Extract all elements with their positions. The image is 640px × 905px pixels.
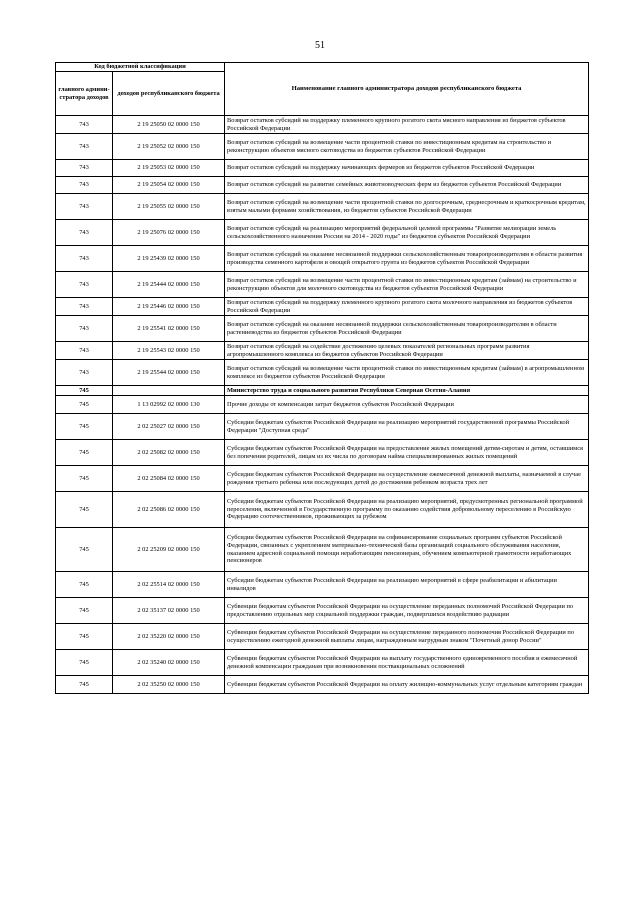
- table-row: [56, 116, 589, 134]
- cell-revenue-code: 2 19 25446 02 0000 150: [113, 298, 225, 316]
- table-row: [56, 528, 589, 572]
- table-row: [56, 414, 589, 440]
- cell-revenue-code: 2 02 35137 02 0000 150: [113, 598, 225, 624]
- cell-revenue-code: 2 19 25543 02 0000 150: [113, 342, 225, 360]
- header-group-classification-code: Код бюджетной классификации: [56, 63, 225, 72]
- cell-admin-code: 743: [56, 272, 113, 298]
- cell-revenue-name: Возврат остатков субсидий на поддержку племенного крупного рогатого скота молочного направления из бюджетов субъектов Российской Федерации: [225, 298, 589, 316]
- table-row: [56, 572, 589, 598]
- budget-classification-table: [55, 62, 589, 694]
- table-row: [56, 650, 589, 676]
- table-row: [56, 220, 589, 246]
- cell-admin-code: 743: [56, 177, 113, 194]
- cell-admin-code: 745: [56, 466, 113, 492]
- cell-revenue-code: 2 02 25082 02 0000 150: [113, 440, 225, 466]
- cell-revenue-name: Субсидии бюджетам субъектов Российской Федерации на софинансирование социальных программ субъектов Российской Федерации, связанных с укреплением материально-технической базы организаций социального обслуживания населения, оказанием адресной социальной помощи неработающим пенсионерам, обучением компьютерной грамотности неработающих пенсионеров: [225, 528, 589, 572]
- header-revenue-code: доходов республиканского бюджета: [113, 72, 225, 116]
- cell-admin-code: 745: [56, 414, 113, 440]
- cell-admin-code: 743: [56, 246, 113, 272]
- table-row: [56, 177, 589, 194]
- cell-revenue-code: 2 19 25541 02 0000 150: [113, 316, 225, 342]
- cell-admin-code: 745: [56, 624, 113, 650]
- cell-revenue-code: 2 02 35220 02 0000 150: [113, 624, 225, 650]
- table-row: [56, 272, 589, 298]
- cell-revenue-name: Субсидии бюджетам субъектов Российской Федерации на предоставление жилых помещений детям-сиротам и детям, оставшимся без попечения родителей, лицам из их числа по договорам найма специализированных жилых помещений: [225, 440, 589, 466]
- table-row: [56, 194, 589, 220]
- table-row: [56, 466, 589, 492]
- table-row: [56, 342, 589, 360]
- cell-admin-code: 745: [56, 650, 113, 676]
- cell-admin-code: 745: [56, 386, 113, 396]
- cell-revenue-code: 2 02 25084 02 0000 150: [113, 466, 225, 492]
- table-row: [56, 298, 589, 316]
- cell-revenue-code: 2 19 25052 02 0000 150: [113, 134, 225, 160]
- table-row: [56, 316, 589, 342]
- table-row: [56, 396, 589, 414]
- table-row: [56, 134, 589, 160]
- cell-revenue-code: 2 02 25086 02 0000 150: [113, 492, 225, 528]
- header-chief-administrator: главного админи-стратора доходов: [56, 72, 113, 116]
- cell-revenue-code: 2 02 35240 02 0000 150: [113, 650, 225, 676]
- cell-revenue-code: 2 19 25076 02 0000 150: [113, 220, 225, 246]
- cell-revenue-code: 2 19 25544 02 0000 150: [113, 360, 225, 386]
- cell-admin-code: 745: [56, 440, 113, 466]
- cell-admin-code: 743: [56, 134, 113, 160]
- cell-revenue-name: Субсидии бюджетам субъектов Российской Федерации на реализацию мероприятий, предусмотренных региональной программой переселения, включенной в Государственную программу по оказанию содействия добровольному переселению в Российскую Федерацию соотечественников, проживающих за рубежом: [225, 492, 589, 528]
- cell-revenue-code: 2 19 25055 02 0000 150: [113, 194, 225, 220]
- cell-revenue-code: 2 02 25209 02 0000 150: [113, 528, 225, 572]
- table-row: [56, 598, 589, 624]
- cell-revenue-name: Возврат остатков субсидий на возмещение части процентной ставки по инвестиционным кредитам (займам) на строительство и реконструкцию объектов для молочного скотоводства из бюджетов субъектов Российской Федерации: [225, 272, 589, 298]
- cell-revenue-code: 2 19 25053 02 0000 150: [113, 160, 225, 177]
- cell-admin-code: 745: [56, 492, 113, 528]
- cell-revenue-name: Субсидии бюджетам субъектов Российской Федерации на реализацию мероприятий в сфере реабилитации и абилитации инвалидов: [225, 572, 589, 598]
- cell-admin-code: 745: [56, 598, 113, 624]
- cell-revenue-name: Возврат остатков субсидий на развитие семейных животноводческих ферм из бюджетов субъектов Российской Федерации: [225, 177, 589, 194]
- cell-admin-code: 743: [56, 160, 113, 177]
- table-row: [56, 246, 589, 272]
- cell-admin-code: 743: [56, 116, 113, 134]
- cell-revenue-name: Субвенции бюджетам субъектов Российской Федерации на выплату государственного единовременного пособия и ежемесячной денежной компенсации гражданам при возникновении поствакцинальных осложнений: [225, 650, 589, 676]
- header-administrator-name: Наименование главного администратора доходов республиканского бюджета: [225, 63, 589, 116]
- cell-admin-code: 745: [56, 528, 113, 572]
- cell-revenue-name: Прочие доходы от компенсации затрат бюджетов субъектов Российской Федерации: [225, 396, 589, 414]
- cell-revenue-code: 2 02 25027 02 0000 150: [113, 414, 225, 440]
- cell-revenue-code: 2 02 25514 02 0000 150: [113, 572, 225, 598]
- cell-revenue-name: Субвенции бюджетам субъектов Российской Федерации на оплату жилищно-коммунальных услуг отдельным категориям граждан: [225, 676, 589, 694]
- cell-revenue-name: Возврат остатков субсидий на оказание несвязанной поддержки сельскохозяйственным товаропроизводителям в области растениеводства из бюджетов субъектов Российской Федерации: [225, 316, 589, 342]
- table-row: [56, 492, 589, 528]
- cell-revenue-name: Возврат остатков субсидий на поддержку племенного крупного рогатого скота мясного направления из бюджетов субъектов Российской Федерации: [225, 116, 589, 134]
- table-body: [56, 116, 589, 694]
- table-row: [56, 440, 589, 466]
- cell-admin-code: 743: [56, 360, 113, 386]
- cell-revenue-code: 2 19 25054 02 0000 150: [113, 177, 225, 194]
- cell-revenue-name: Возврат остатков субсидий на содействие достижению целевых показателей региональных программ развития агропромышленного комплекса из бюджетов субъектов Российской Федерации: [225, 342, 589, 360]
- cell-revenue-name: Министерство труда и социального развития Республики Северная Осетия-Алания: [225, 386, 589, 396]
- table-row: [56, 160, 589, 177]
- cell-revenue-name: Возврат остатков субсидий на возмещение части процентной ставки по инвестиционным кредитам на строительство и реконструкцию объектов мясного скотоводства из бюджетов субъектов Российской Федерации: [225, 134, 589, 160]
- table-row: [56, 360, 589, 386]
- cell-revenue-code: [113, 386, 225, 396]
- cell-admin-code: 743: [56, 342, 113, 360]
- cell-revenue-name: Возврат остатков субсидий на оказание несвязанной поддержки сельскохозяйственным товаропроизводителям в области развития производства семенного картофеля и овощей открытого грунта из бюджетов субъектов Российской Федерации: [225, 246, 589, 272]
- cell-admin-code: 745: [56, 676, 113, 694]
- table-row: [56, 624, 589, 650]
- cell-revenue-name: Субвенции бюджетам субъектов Российской Федерации на осуществление переданного полномочия Российской Федерации по осуществлению ежегодной денежной выплаты лицам, награжденным нагрудным знаком "Почетный донор России": [225, 624, 589, 650]
- cell-revenue-code: 2 19 25050 02 0000 150: [113, 116, 225, 134]
- cell-revenue-name: Возврат остатков субсидий на возмещение части процентной ставки по инвестиционным кредитам (займам) в агропромышленном комплексе из бюджетов субъектов Российской Федерации: [225, 360, 589, 386]
- cell-revenue-code: 1 13 02992 02 0000 130: [113, 396, 225, 414]
- cell-revenue-name: Возврат остатков субсидий на поддержку начинающих фермеров из бюджетов субъектов Российской Федерации: [225, 160, 589, 177]
- cell-revenue-name: Возврат остатков субсидий на реализацию мероприятий федеральной целевой программы "Развитие мелиорации земель сельскохозяйственного назначения России на 2014 - 2020 годы" из бюджетов субъектов Российской Федерации: [225, 220, 589, 246]
- cell-revenue-name: Субсидии бюджетам субъектов Российской Федерации на реализацию мероприятий государственной программы Российской Федерации "Доступная среда": [225, 414, 589, 440]
- cell-revenue-code: 2 19 25444 02 0000 150: [113, 272, 225, 298]
- table-row: [56, 676, 589, 694]
- table-row: [56, 386, 589, 396]
- cell-admin-code: 743: [56, 220, 113, 246]
- cell-admin-code: 743: [56, 194, 113, 220]
- cell-admin-code: 743: [56, 316, 113, 342]
- cell-revenue-name: Субвенции бюджетам субъектов Российской Федерации на осуществление переданных полномочий Российской Федерации по предоставлению отдельных мер социальной поддержки граждан, подвергшихся воздействию радиации: [225, 598, 589, 624]
- cell-admin-code: 745: [56, 572, 113, 598]
- cell-revenue-name: Субсидии бюджетам субъектов Российской Федерации на осуществление ежемесячной денежной выплаты, назначаемой в случае рождения третьего ребенка или последующих детей до достижения ребенком возраста трех лет: [225, 466, 589, 492]
- cell-admin-code: 745: [56, 396, 113, 414]
- cell-admin-code: 743: [56, 298, 113, 316]
- cell-revenue-code: 2 02 35250 02 0000 150: [113, 676, 225, 694]
- cell-revenue-name: Возврат остатков субсидий на возмещение части процентной ставки по долгосрочным, среднесрочным и краткосрочным кредитам, взятым малыми формами хозяйствования, из бюджетов субъектов Российской Федерации: [225, 194, 589, 220]
- cell-revenue-code: 2 19 25439 02 0000 150: [113, 246, 225, 272]
- page-number: 51: [315, 40, 325, 51]
